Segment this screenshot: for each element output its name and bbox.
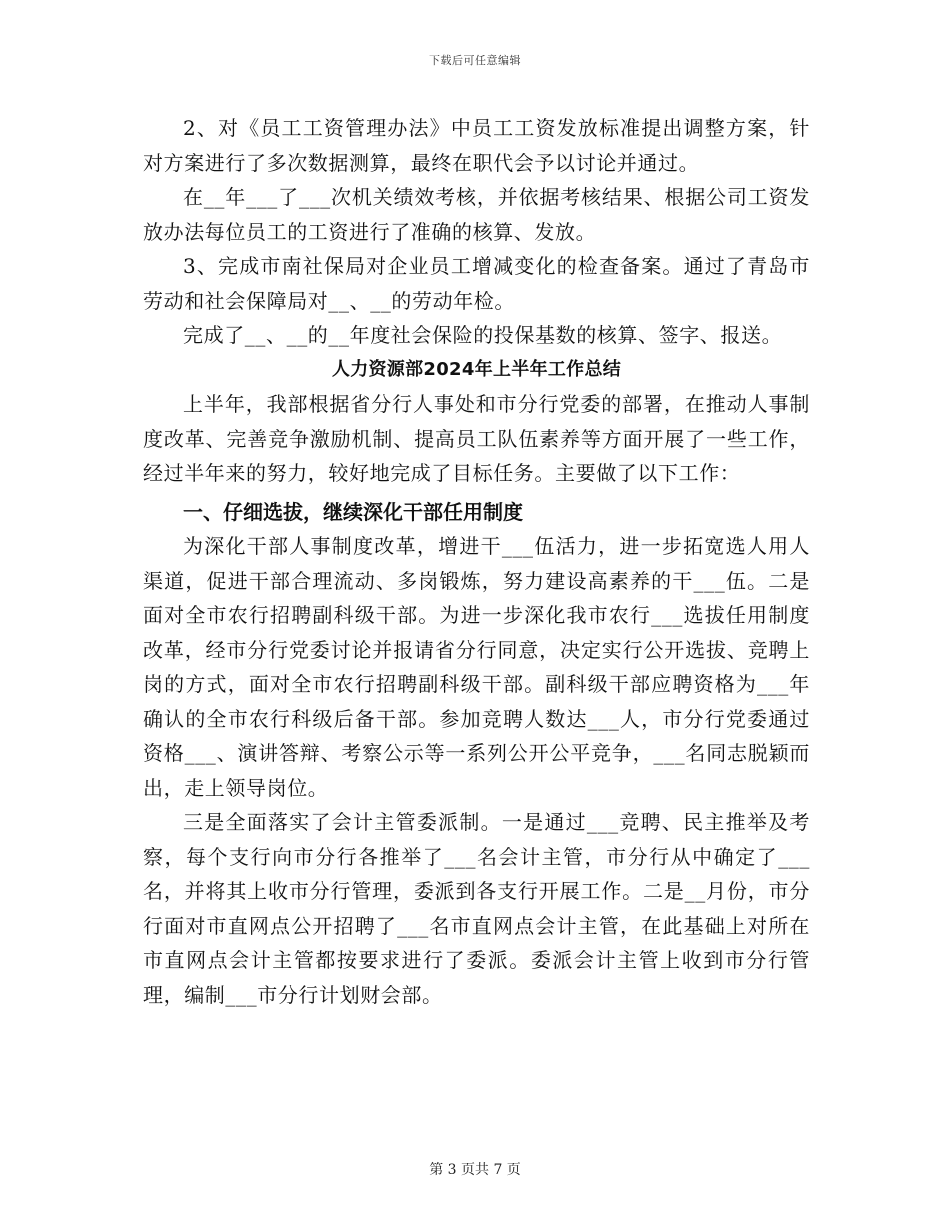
paragraph-cadre-reform: 为深化干部人事制度改革，增进干___伍活力，进一步拓宽选人用人渠道，促进干部合理流动、多岗锻炼，努力建设高素养的干___伍。二是面对全市农行招聘副科级干部。为进一步深化我市农行___选拔任用制度改革，经市分行党委讨论并报请省分行同意，决定实行公开选拔、竞聘上岗的方式，面对全市农行招聘副科级干部。副科级干部应聘资格为___年确认的全市农行科级后备干部。参加竞聘人数达___人，市分行党委通过资格___、演讲答辩、考察公示等一系列公开公平竞争，___名同志脱颖而出，走上领导岗位。 — [143, 534, 810, 800]
section-heading-cadre-selection: 一、仔细选拔，继续深化干部任用制度 — [183, 499, 523, 524]
page-header-note: 下载后可任意编辑 — [429, 54, 521, 67]
paragraph-insurance-base: 完成了__、__的__年度社会保险的投保基数的核算、签字、报送。 — [183, 323, 783, 347]
paragraph-accounting-supervisor: 三是全面落实了会计主管委派制。一是通过___竞聘、民主推举及考察，每个支行向市分行各推举了___名会计主管，市分行从中确定了___名，并将其上收市分行管理，委派到各支行开展工作。二是__月份，市分行面对市直网点公开招聘了___名市直网点会计主管，在此基础上对所在市直网点会计主管都按要求进行了委派。委派会计主管上收到市分行管理，编制___市分行计划财会部。 — [143, 810, 810, 1007]
paragraph-performance-review: 在__年___了___次机关绩效考核，并依据考核结果、根据公司工资发放办法每位员工的工资进行了准确的核算、发放。 — [143, 185, 810, 244]
paragraph-social-security-check: 3、完成市南社保局对企业员工增减变化的检查备案。通过了青岛市劳动和社会保障局对__、__的劳动年检。 — [143, 254, 810, 313]
document-title: 人力资源部2024年上半年工作总结 — [331, 358, 622, 380]
paragraph-intro: 上半年，我部根据省分行人事处和市分行党委的部署，在推动人事制度改革、完善竞争激励机制、提高员工队伍素养等方面开展了一些工作，经过半年来的努力，较好地完成了目标任务。主要做了以下工作： — [143, 392, 810, 485]
paragraph-salary-standard: 2、对《员工工资管理办法》中员工工资发放标准提出调整方案，针对方案进行了多次数据测算，最终在职代会予以讨论并通过。 — [143, 116, 810, 175]
document-body — [143, 111, 810, 1012]
page-number: 第 3 页共 7 页 — [429, 1162, 521, 1178]
